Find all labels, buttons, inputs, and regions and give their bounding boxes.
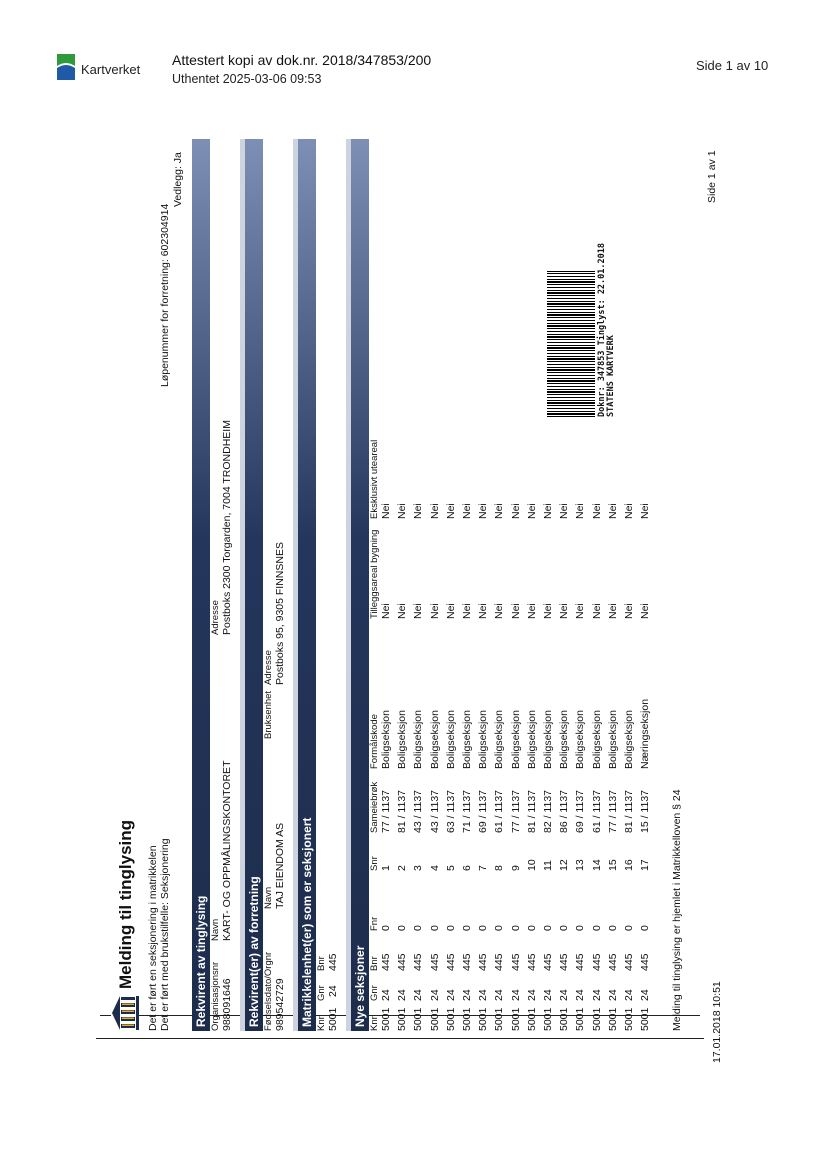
table-cell: 445 (525, 953, 538, 971)
table-cell: Boligseksjon (590, 710, 603, 769)
table-cell: 81 / 1137 (623, 789, 635, 833)
table-cell: 24 (428, 989, 441, 1001)
table-cell: 445 (590, 953, 603, 971)
column-header: Knr (316, 1016, 327, 1031)
table-cell: Nei (623, 503, 635, 519)
table-cell: Boligseksjon (574, 710, 587, 769)
table-cell: 445 (380, 953, 392, 971)
table-cell: 0 (380, 925, 392, 931)
table-cell: 43 / 1137 (412, 789, 425, 833)
table-cell: Boligseksjon (525, 710, 538, 769)
table-cell: 0 (574, 925, 587, 931)
table-cell: 24 (477, 989, 490, 1001)
table-cell: 5001 (606, 1007, 619, 1031)
column-header: Eksklusivt uteareal (369, 439, 380, 519)
table-cell: 3 (412, 865, 425, 871)
table-cell: 7 (477, 865, 490, 871)
table-cell: 24 (444, 989, 457, 1001)
table-cell: 12 (558, 859, 571, 871)
table-cell: 5001 (525, 1007, 538, 1031)
header-page-number: Side 1 av 10 (696, 58, 769, 73)
table-cell: 5001 (477, 1007, 490, 1031)
table-cell: Nei (623, 603, 635, 619)
table-cell: 77 / 1137 (380, 789, 392, 833)
table-cell: Nei (574, 503, 587, 519)
table-cell: 24 (590, 989, 603, 1001)
table-cell: 24 (542, 989, 554, 1001)
column-header: Gnr (316, 985, 327, 1001)
table-cell: Nei (477, 503, 490, 519)
table-cell: Boligseksjon (444, 710, 457, 769)
table-cell: Nei (558, 503, 571, 519)
table-cell: 0 (493, 925, 506, 931)
table-cell: 0 (477, 925, 490, 931)
table-cell: Nei (590, 503, 603, 519)
table-cell: 6 (461, 865, 473, 871)
table-cell: 445 (639, 953, 652, 971)
table-cell: Boligseksjon (509, 710, 522, 769)
header-title: Attestert kopi av dok.nr. 2018/347853/200 (172, 52, 432, 68)
table-cell: 81 / 1137 (396, 789, 409, 833)
table-cell: Nei (412, 503, 425, 519)
table-cell: 9 (509, 865, 522, 871)
table-cell: Nei (396, 603, 409, 619)
table-cell: 86 / 1137 (558, 789, 571, 833)
gnr-value: 24 (327, 985, 339, 997)
table-cell: 445 (477, 953, 490, 971)
table-cell: 0 (623, 925, 635, 931)
column-header: Sameiebrøk (369, 781, 380, 833)
table-cell: 71 / 1137 (461, 789, 473, 833)
table-cell: Nei (412, 603, 425, 619)
column-header: Bnr (316, 956, 327, 971)
table-cell: 5 (444, 865, 457, 871)
table-cell: 24 (574, 989, 587, 1001)
timestamp: 17.01.2018 10:51 (711, 981, 723, 1063)
table-cell: Nei (493, 503, 506, 519)
vedlegg: Vedlegg: Ja (172, 152, 184, 207)
table-cell: Nei (542, 503, 554, 519)
table-cell: 24 (558, 989, 571, 1001)
table-cell: 24 (380, 989, 392, 1001)
table-cell: 0 (509, 925, 522, 931)
fodselsdato-orgnr: 989542729 (274, 978, 286, 1031)
crest-icon (111, 995, 139, 1031)
table-cell: 0 (639, 925, 652, 931)
table-cell: 24 (606, 989, 619, 1001)
page-of: Side 1 av 1 (706, 150, 718, 203)
section-heading-matrikkelenhet: Matrikkelenhet(er) som er seksjonert (298, 139, 316, 1031)
table-cell: Boligseksjon (412, 710, 425, 769)
table-cell: 10 (525, 859, 538, 871)
table-cell: 24 (639, 989, 652, 1001)
table-cell: Boligseksjon (542, 710, 554, 769)
table-cell: 69 / 1137 (574, 789, 587, 833)
org-number: 988091646 (221, 978, 233, 1031)
table-cell: 77 / 1137 (606, 789, 619, 833)
table-cell: 0 (396, 925, 409, 931)
table-cell: Boligseksjon (558, 710, 571, 769)
table-cell: Nei (525, 503, 538, 519)
table-cell: 5001 (542, 1007, 554, 1031)
table-cell: 0 (461, 925, 473, 931)
logo-text: Kartverket (81, 62, 141, 77)
column-header: Snr (369, 856, 380, 871)
column-header: Formålskode (369, 714, 380, 769)
table-cell: 5001 (461, 1007, 473, 1031)
table-cell: 16 (623, 859, 635, 871)
table-cell: 445 (444, 953, 457, 971)
table-cell: Nei (606, 603, 619, 619)
column-header: Tilleggsareal bygning (369, 529, 380, 619)
section-heading-rekvirent-forretning: Rekvirent(er) av forretning (245, 139, 263, 1031)
table-cell: 15 (606, 859, 619, 871)
column-header: Adresse (263, 650, 274, 685)
table-cell: Boligseksjon (606, 710, 619, 769)
kartverket-logo-icon (55, 52, 77, 82)
forretning-address: Postboks 95, 9305 FINNSNES (274, 542, 286, 685)
table-cell: 5001 (623, 1007, 635, 1031)
table-cell: Boligseksjon (623, 710, 635, 769)
table-cell: 445 (493, 953, 506, 971)
table-cell: 4 (428, 865, 441, 871)
column-header: Gnr (369, 985, 380, 1001)
table-cell: Boligseksjon (493, 710, 506, 769)
section-heading-nye-seksjoner: Nye seksjoner (351, 139, 369, 1031)
table-cell: 15 / 1137 (639, 789, 652, 833)
table-cell: 5001 (428, 1007, 441, 1031)
table-cell: 445 (509, 953, 522, 971)
table-cell: 445 (412, 953, 425, 971)
table-cell: 0 (590, 925, 603, 931)
lopenummer: Løpenummer for forretning: 602304914 (159, 203, 171, 387)
table-cell: 61 / 1137 (493, 789, 506, 833)
table-cell: Nei (380, 603, 392, 619)
table-cell: Nei (509, 603, 522, 619)
table-cell: Nei (461, 603, 473, 619)
table-cell: 24 (412, 989, 425, 1001)
table-cell: Nei (444, 503, 457, 519)
table-cell: Nei (590, 603, 603, 619)
table-cell: 0 (606, 925, 619, 931)
table-cell: 0 (558, 925, 571, 931)
table-cell: 2 (396, 865, 409, 871)
table-cell: 0 (444, 925, 457, 931)
table-cell: 61 / 1137 (590, 789, 603, 833)
table-cell: Nei (639, 503, 652, 519)
knr-value: 5001 (327, 1007, 339, 1031)
table-cell: 24 (509, 989, 522, 1001)
table-cell: Nei (606, 503, 619, 519)
table-cell: 445 (606, 953, 619, 971)
table-cell: 24 (396, 989, 409, 1001)
table-cell: Nei (493, 603, 506, 619)
table-cell: 24 (461, 989, 473, 1001)
table-cell: Nei (396, 503, 409, 519)
table-cell: 5001 (396, 1007, 409, 1031)
scanned-document (100, 139, 723, 1063)
table-cell: 5001 (574, 1007, 587, 1031)
table-cell: 77 / 1137 (509, 789, 522, 833)
barcode-icon (547, 271, 595, 417)
table-cell: 14 (590, 859, 603, 871)
table-cell: Nei (428, 603, 441, 619)
rekvirent-address: Postboks 2300 Torgarden, 7004 TRONDHEIM (221, 420, 233, 635)
column-header: Fnr (369, 916, 380, 931)
table-cell: 1 (380, 865, 392, 871)
column-header: Adresse (210, 600, 221, 635)
table-cell: Boligseksjon (461, 710, 473, 769)
table-cell: Nei (428, 503, 441, 519)
table-cell: Nei (477, 603, 490, 619)
divider (96, 1038, 704, 1039)
table-cell: Nei (574, 603, 587, 619)
table-cell: 445 (558, 953, 571, 971)
table-cell: 445 (574, 953, 587, 971)
table-cell: 69 / 1137 (477, 789, 490, 833)
table-cell: Nei (639, 603, 652, 619)
table-cell: Nei (558, 603, 571, 619)
stamp-line: Doknr: 347853 Tinglyst: 22.01.2018 (597, 243, 607, 417)
table-cell: 5001 (444, 1007, 457, 1031)
table-cell: 445 (428, 953, 441, 971)
stamp-line: STATENS KARTVERK (606, 335, 616, 417)
table-cell: 5001 (639, 1007, 652, 1031)
table-cell: 445 (461, 953, 473, 971)
table-cell: 5001 (493, 1007, 506, 1031)
table-cell: Næringseksjon (639, 698, 652, 769)
table-cell: Boligseksjon (380, 710, 392, 769)
table-cell: 445 (623, 953, 635, 971)
rekvirent-name: KART- OG OPPMÅLINGSKONTORET (221, 760, 233, 941)
column-header: Navn (210, 918, 221, 941)
column-header: Knr (369, 1016, 380, 1031)
table-cell: Nei (542, 603, 554, 619)
table-cell: 24 (525, 989, 538, 1001)
header-subtitle: Uthentet 2025-03-06 09:53 (172, 72, 322, 86)
table-cell: Boligseksjon (477, 710, 490, 769)
table-cell: 5001 (558, 1007, 571, 1031)
table-cell: 5001 (380, 1007, 392, 1031)
table-cell: 24 (623, 989, 635, 1001)
column-header: Organisasjonsnr (210, 961, 221, 1031)
table-cell: 17 (639, 859, 652, 871)
table-cell: Nei (461, 503, 473, 519)
table-cell: Boligseksjon (396, 710, 409, 769)
table-cell: Nei (509, 503, 522, 519)
section-heading-rekvirent-tinglysing: Rekvirent av tinglysing (192, 139, 210, 1031)
table-cell: 5001 (590, 1007, 603, 1031)
forretning-name: TAJ EIENDOM AS (274, 822, 286, 909)
table-cell: 43 / 1137 (428, 789, 441, 833)
column-header: Fødselsdato/Orgnr (263, 951, 274, 1031)
table-cell: 13 (574, 859, 587, 871)
column-header: Bnr (369, 956, 380, 971)
table-cell: 82 / 1137 (542, 789, 554, 833)
table-cell: 0 (525, 925, 538, 931)
table-cell: Nei (525, 603, 538, 619)
column-header: Bruksenhet (263, 690, 274, 739)
table-cell: 5001 (509, 1007, 522, 1031)
table-cell: 8 (493, 865, 506, 871)
footnote: Melding til tinglysing er hjemlet i Matrikkelloven § 24 (671, 789, 683, 1031)
table-cell: Boligseksjon (428, 710, 441, 769)
table-cell: 81 / 1137 (525, 789, 538, 833)
table-cell: Nei (444, 603, 457, 619)
column-header: Navn (263, 886, 274, 909)
table-cell: 0 (412, 925, 425, 931)
bnr-value: 445 (327, 953, 339, 971)
table-cell: 445 (542, 953, 554, 971)
document-title: Melding til tinglysing (116, 819, 135, 989)
table-cell: Nei (380, 503, 392, 519)
table-cell: 63 / 1137 (444, 789, 457, 833)
table-cell: 5001 (412, 1007, 425, 1031)
table-cell: 11 (542, 860, 554, 871)
note-line: Det er ført en seksjonering i matrikkelen (147, 845, 159, 1031)
table-cell: 445 (396, 953, 409, 971)
table-cell: 0 (428, 925, 441, 931)
table-cell: 0 (542, 925, 554, 931)
note-line: Det er ført med brukstilfelle: Seksjonering (159, 838, 171, 1031)
table-cell: 24 (493, 989, 506, 1001)
